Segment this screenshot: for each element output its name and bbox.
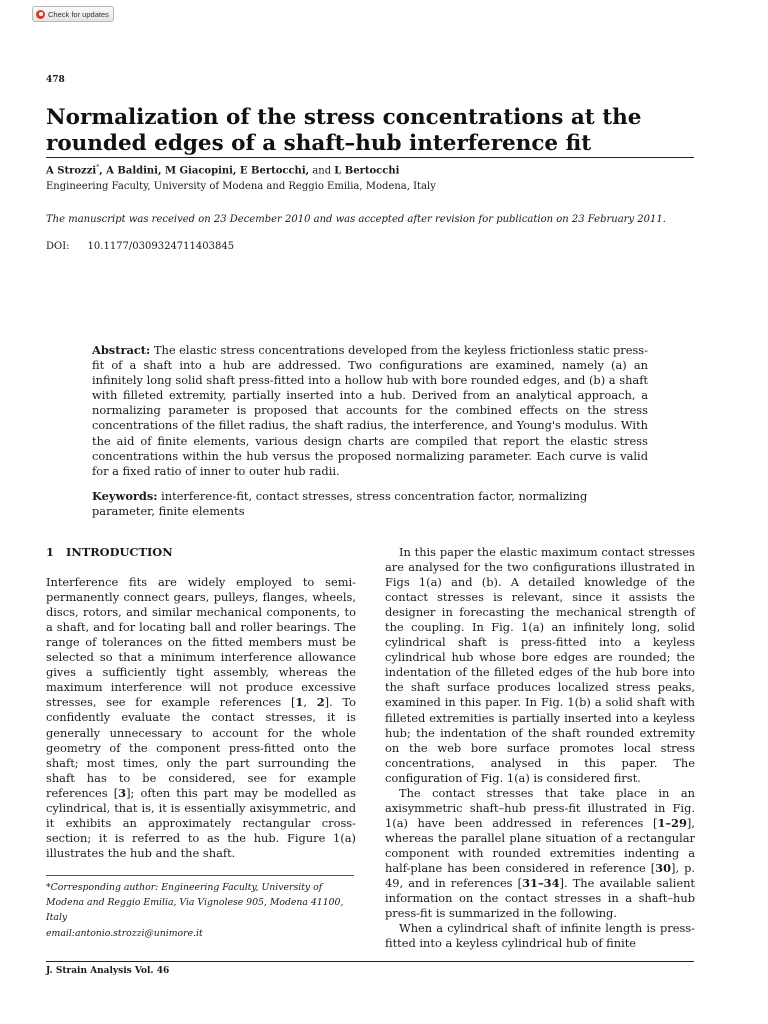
author-email-link[interactable]: email:antonio.strozzi@unimore.it <box>46 927 203 939</box>
footnote-rule <box>46 875 354 876</box>
check-for-updates-button[interactable] <box>32 6 114 22</box>
author-rest: , A Baldini, M Giacopini, E Bertocchi, <box>99 165 310 177</box>
column-right <box>385 545 695 951</box>
abstract <box>92 343 648 479</box>
footer-rule <box>46 961 694 962</box>
affiliation: Engineering Faculty, University of Modena and Reggio Emilia, Modena, Italy <box>46 181 436 192</box>
intro-paragraph-4: When a cylindrical shaft of infinite length is press-fitted into a keyless cylindrical hub of finite <box>385 921 695 951</box>
author-first: A Strozzi <box>46 165 97 177</box>
doi <box>46 241 234 252</box>
doi-value[interactable]: 10.1177/0309324711403845 <box>87 241 235 252</box>
intro-paragraph-2: In this paper the elastic maximum contact stresses are analysed for the two configurations illustrated in Figs 1(a) and (b). A detailed knowledge of the contact stresses is relevant, since it assists the designer in forecasting the mechanical strength of the coupling. In Fig. 1(a) an infinitely long, solid cylindrical shaft is press-fitted into a keyless cylindrical hub whose bore edges are rounded; the indentation of the filleted edges of the hub bore into the shaft surface produces localized stress peaks, examined in this paper. In Fig. 1(b) a solid shaft with filleted extremities is partially inserted into a keyless hub; the indentation of the shaft rounded extremity on the web bore surface promotes local stress concentrations, analysed in this paper. The configuration of Fig. 1(a) is considered first. <box>385 545 695 785</box>
text-run: Interference fits are widely employed to semi-permanently connect gears, pulleys, flanges, wheels, discs, rotors, and similar mechanical components, to a shaft, and for locating ball and roller bearings. The range of tolerances on the fitted members must be selected so that a minimum interference allowance gives a sufficiently tight assembly, whereas the maximum interference will not produce excessive stresses, see for example references [ <box>46 575 356 710</box>
section-number: 1 <box>46 545 54 559</box>
update-icon <box>36 10 45 19</box>
citation-link[interactable]: 1–29 <box>657 815 687 830</box>
citation-link[interactable]: 1 <box>295 695 304 710</box>
page-number: 478 <box>46 75 65 85</box>
column-left <box>46 545 356 861</box>
keywords-label: Keywords: <box>92 489 158 503</box>
text-run: ], p. 49, and in references [ <box>385 860 695 891</box>
citation-link[interactable]: 3 <box>118 785 127 800</box>
doi-label: DOI: <box>46 241 70 252</box>
citation-link[interactable]: 31–34 <box>522 876 560 891</box>
text-run: , <box>303 695 317 710</box>
journal-footer: J. Strain Analysis Vol. 46 <box>46 966 170 976</box>
text-run: ], whereas the parallel plane situation of a rectangular component with rounded extremities indenting a half-plane has been considered in reference [ <box>385 815 695 875</box>
paper-title: Normalization of the stress concentrations at the rounded edges of a shaft–hub interference fit <box>46 105 642 156</box>
keywords <box>92 489 648 519</box>
keywords-text: interference-fit, contact stresses, stress concentration factor, normalizing parameter, finite elements <box>92 489 588 519</box>
received-note: The manuscript was received on 23 December 2010 and was accepted after revision for publication on 23 February 2011. <box>46 214 666 225</box>
author-last: L Bertocchi <box>334 165 400 177</box>
corresponding-mark: * <box>96 164 100 171</box>
corresponding-author-footnote <box>46 880 356 941</box>
text-run: ]. The available salient information on the contact stresses in a shaft–hub press-fit is summarized in the following. <box>385 876 695 921</box>
footnote-text: *Corresponding author: Engineering Faculty, University of Modena and Reggio Emilia, Via Vignolese 905, Modena 41100, Italy <box>46 882 344 924</box>
citation-link[interactable]: 2 <box>316 695 325 710</box>
section-title: INTRODUCTION <box>66 545 173 559</box>
text-run: ]; often this part may be modelled as cylindrical, that is, it is essentially axisymmetric, and it exhibits an approximately rectangular cross-section; it is referred to as the hub. Figure 1(a) illustrates the hub and the shaft. <box>46 785 356 860</box>
text-run: The contact stresses that take place in an axisymmetric shaft–hub press-fit illustrated in Fig. 1(a) have been addressed in references [ <box>385 785 695 830</box>
abstract-label: Abstract: <box>92 343 151 357</box>
author-list <box>46 164 399 176</box>
title-rule <box>46 157 694 158</box>
intro-paragraph-3 <box>385 786 695 921</box>
intro-paragraph-1 <box>46 575 356 861</box>
text-run: ]. To confidently evaluate the contact stresses, it is generally unnecessary to account for the whole geometry of the component press-fitted onto the shaft; most times, only the part surrounding the shaft has to be considered, see for example references [ <box>46 695 356 800</box>
abstract-text: The elastic stress concentrations developed from the keyless frictionless static press-fit of a shaft into a hub are addressed. Two configurations are examined, namely (a) an infinitely long solid shaft press-fitted into a hollow hub with bore rounded edges, and (b) a shaft with filleted extremity, partially inserted into a hub. Derived from an analytical approach, a normalizing parameter is proposed that accounts for the combined effects on the stress concentrations of the fillet radius, the shaft radius, the interference, and Young's modulus. With the aid of finite elements, various design charts are compiled that report the elastic stress concentrations within the hub versus the proposed normalizing parameter. Each curve is valid for a fixed ratio of inner to outer hub radii. <box>92 343 648 478</box>
citation-link[interactable]: 30 <box>655 860 671 875</box>
check-for-updates-label: Check for updates <box>48 9 109 19</box>
section-heading <box>46 545 356 560</box>
author-and: and <box>309 165 335 177</box>
